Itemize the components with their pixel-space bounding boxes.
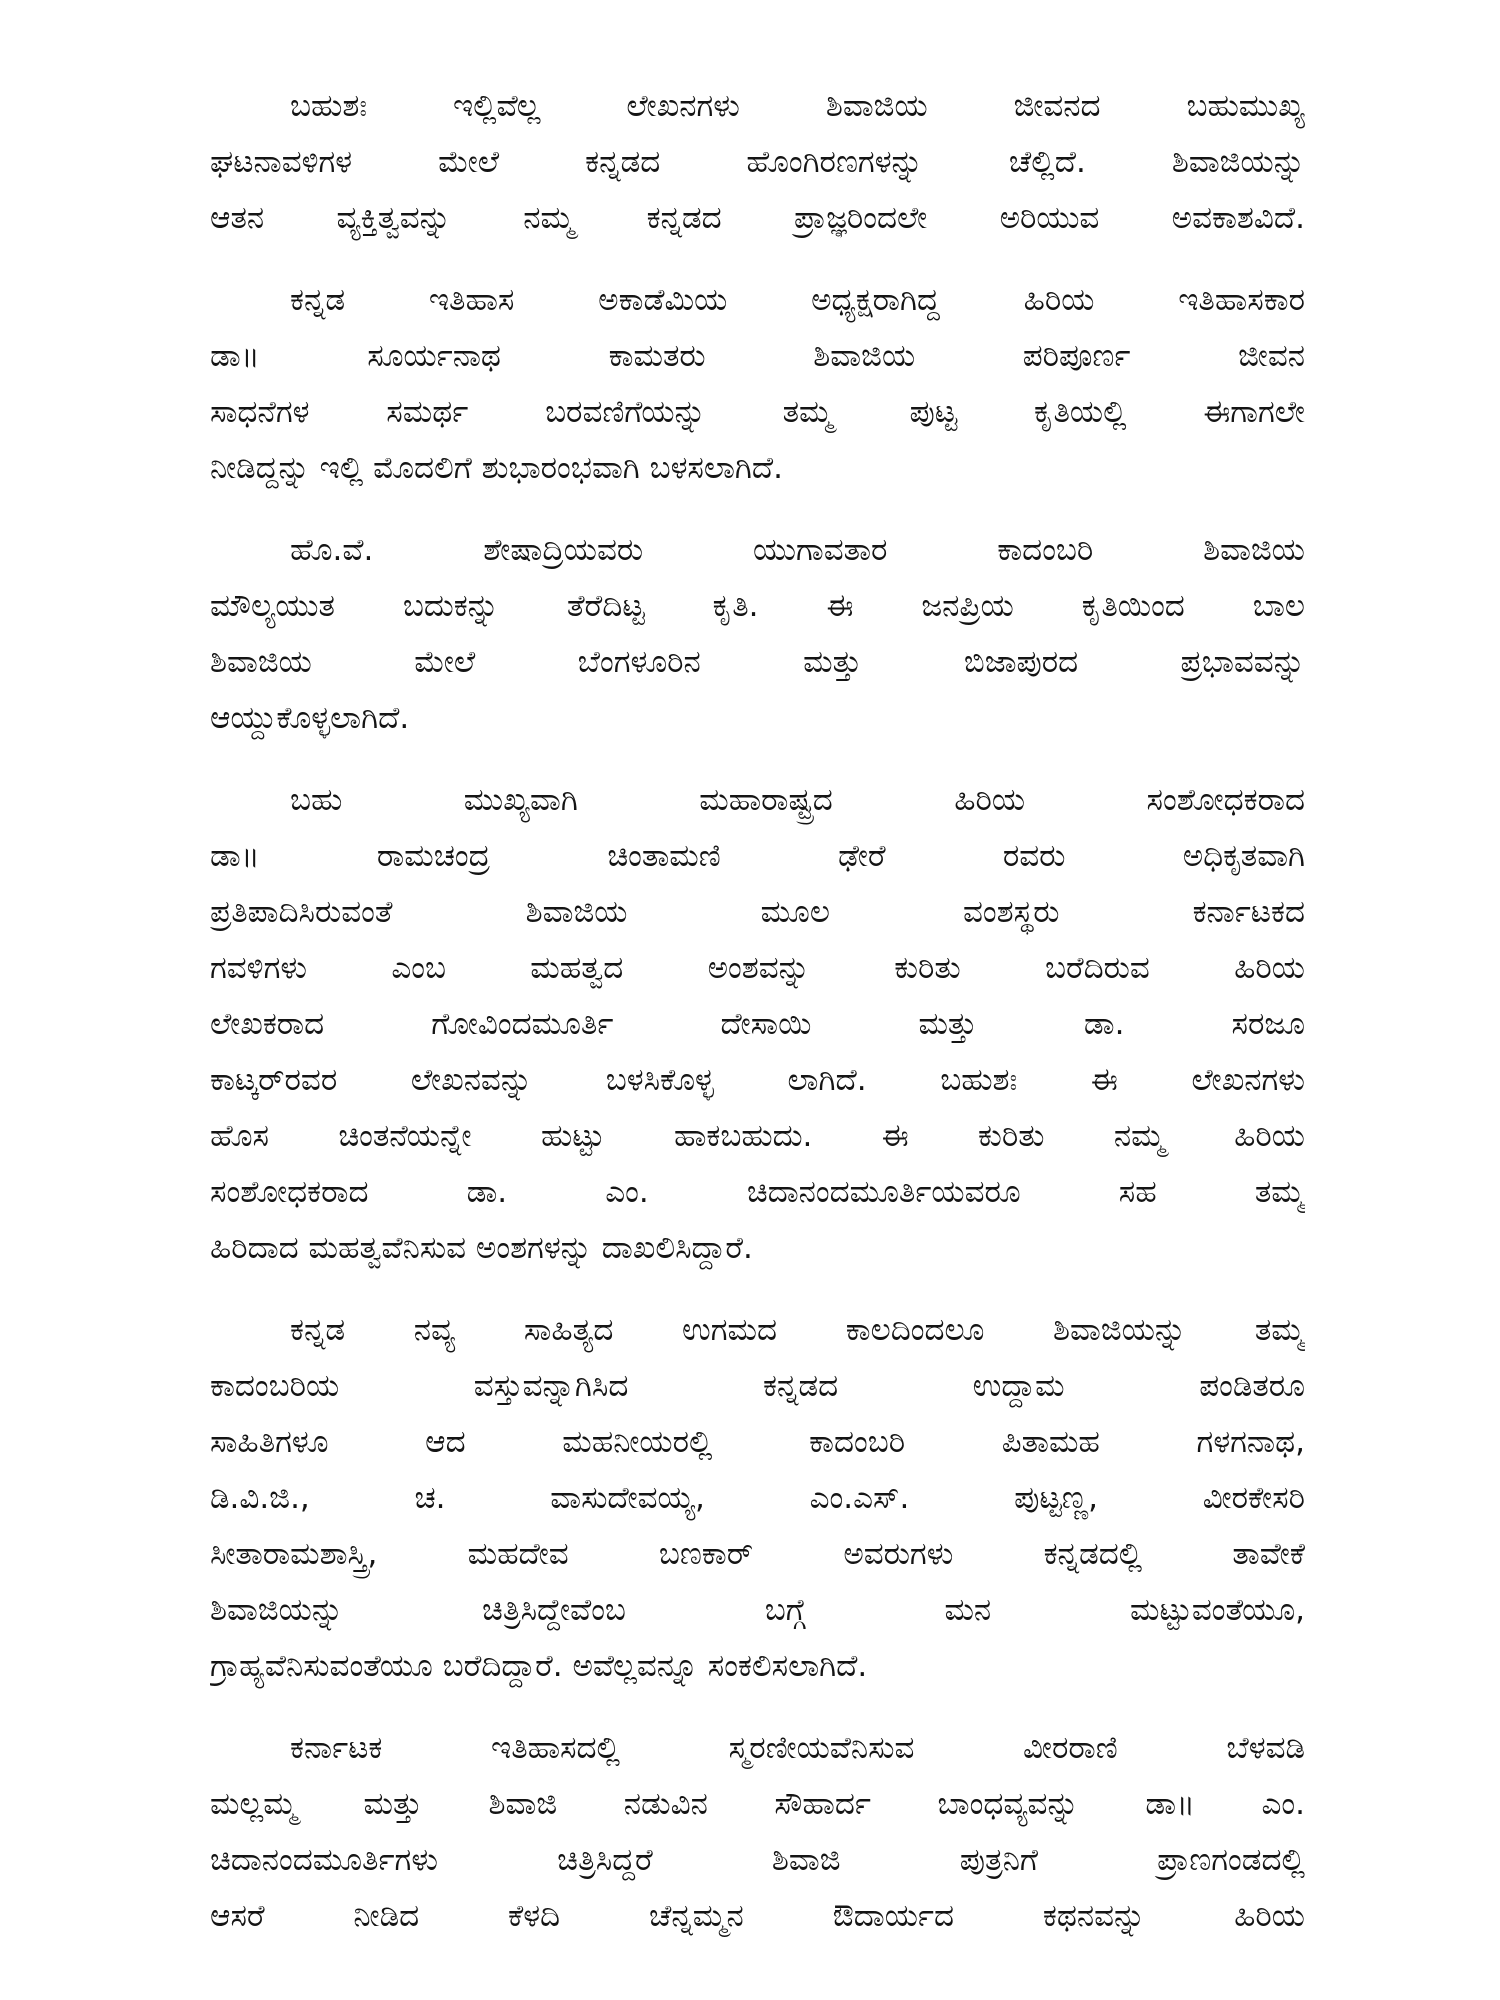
text-line: ಕಾದಂಬರಿಯ ವಸ್ತುವನ್ನಾಗಿಸಿದ ಕನ್ನಡದ ಉದ್ದಾಮ ಪಂಡಿತರೂ: [210, 1368, 1305, 1404]
paragraph-6: [210, 1720, 1305, 1944]
text-line: ಕನ್ನಡ ಇತಿಹಾಸ ಅಕಾಡೆಮಿಯ ಅಧ್ಯಕ್ಷರಾಗಿದ್ದ ಹಿರಿಯ ಇತಿಹಾಸಕಾರ: [290, 282, 1305, 318]
text-line: ಕಾಟ್ಕರ್‌ರವರ ಲೇಖನವನ್ನು ಬಳಸಿಕೊಳ್ಳ ಲಾಗಿದೆ. ಬಹುಶಃ ಈ ಲೇಖನಗಳು: [210, 1062, 1305, 1098]
text-line: ಶಿವಾಜಿಯನ್ನು ಚಿತ್ರಿಸಿದ್ದೇವೆಂಬ ಬಗ್ಗೆ ಮನ ಮಟ್ಟುವಂತೆಯೂ,: [210, 1592, 1305, 1628]
text-line: ಡಾ॥ ರಾಮಚಂದ್ರ ಚಿಂತಾಮಣಿ ಢೇರೆ ರವರು ಅಧಿಕೃತವಾಗಿ: [210, 838, 1305, 874]
text-line: ಬಹುಶಃ ಇಲ್ಲಿವೆಲ್ಲ ಲೇಖನಗಳು ಶಿವಾಜಿಯ ಜೀವನದ ಬಹುಮುಖ್ಯ: [290, 88, 1305, 124]
text-line: ಆಸರೆ ನೀಡಿದ ಕೆಳದಿ ಚೆನ್ನಮ್ಮನ ಔದಾರ್ಯದ ಕಥನವನ್ನು ಹಿರಿಯ: [210, 1898, 1305, 1934]
text-line: ಘಟನಾವಳಿಗಳ ಮೇಲೆ ಕನ್ನಡದ ಹೊಂಗಿರಣಗಳನ್ನು ಚೆಲ್ಲಿದೆ. ಶಿವಾಜಿಯನ್ನು: [210, 144, 1305, 180]
text-line: ಮೌಲ್ಯಯುತ ಬದುಕನ್ನು ತೆರೆದಿಟ್ಟ ಕೃತಿ. ಈ ಜನಪ್ರಿಯ ಕೃತಿಯಿಂದ ಬಾಲ: [210, 588, 1305, 624]
paragraph-2: [210, 272, 1305, 496]
text-line: ಮಲ್ಲಮ್ಮ ಮತ್ತು ಶಿವಾಜಿ ನಡುವಿನ ಸೌಹಾರ್ದ ಬಾಂಧವ್ಯವನ್ನು ಡಾ॥ ಎಂ.: [210, 1786, 1305, 1822]
text-line: ಪ್ರತಿಪಾದಿಸಿರುವಂತೆ ಶಿವಾಜಿಯ ಮೂಲ ವಂಶಸ್ಥರು ಕರ್ನಾಟಕದ: [210, 894, 1305, 930]
text-line: ಕರ್ನಾಟಕ ಇತಿಹಾಸದಲ್ಲಿ ಸ್ಮರಣೀಯವೆನಿಸುವ ವೀರರಾಣಿ ಬೆಳವಡಿ: [290, 1730, 1305, 1766]
text-line: ಸೀತಾರಾಮಶಾಸ್ತ್ರಿ, ಮಹದೇವ ಬಣಕಾರ್ ಅವರುಗಳು ಕನ್ನಡದಲ್ಲಿ ತಾವೇಕೆ: [210, 1536, 1305, 1572]
text-line: ಸಾಹಿತಿಗಳೂ ಆದ ಮಹನೀಯರಲ್ಲಿ ಕಾದಂಬರಿ ಪಿತಾಮಹ ಗಳಗನಾಥ,: [210, 1424, 1305, 1460]
text-line: ಡಾ॥ ಸೂರ್ಯನಾಥ ಕಾಮತರು ಶಿವಾಜಿಯ ಪರಿಪೂರ್ಣ ಜೀವನ: [210, 338, 1305, 374]
text-line: ಲೇಖಕರಾದ ಗೋವಿಂದಮೂರ್ತಿ ದೇಸಾಯಿ ಮತ್ತು ಡಾ. ಸರಜೂ: [210, 1006, 1305, 1042]
text-line: ಹೊಸ ಚಿಂತನೆಯನ್ನೇ ಹುಟ್ಟು ಹಾಕಬಹುದು. ಈ ಕುರಿತು ನಮ್ಮ ಹಿರಿಯ: [210, 1118, 1305, 1154]
text-line: ಚಿದಾನಂದಮೂರ್ತಿಗಳು ಚಿತ್ರಿಸಿದ್ದರೆ ಶಿವಾಜಿ ಪುತ್ರನಿಗೆ ಪ್ರಾಣಗಂಡದಲ್ಲಿ: [210, 1842, 1305, 1878]
text-line: ಹಿರಿದಾದ ಮಹತ್ವವೆನಿಸುವ ಅಂಶಗಳನ್ನು ದಾಖಲಿಸಿದ್ದಾರೆ.: [210, 1230, 753, 1266]
text-line: ನೀಡಿದ್ದನ್ನು ಇಲ್ಲಿ ಮೊದಲಿಗೆ ಶುಭಾರಂಭವಾಗಿ ಬಳಸಲಾಗಿದೆ.: [210, 450, 783, 486]
paragraph-3: [210, 522, 1305, 746]
text-line: ಸಂಶೋಧಕರಾದ ಡಾ. ಎಂ. ಚಿದಾನಂದಮೂರ್ತಿಯವರೂ ಸಹ ತಮ್ಮ: [210, 1174, 1305, 1210]
body-text: [210, 78, 1305, 1970]
text-line: ಸಾಧನೆಗಳ ಸಮರ್ಥ ಬರವಣಿಗೆಯನ್ನು ತಮ್ಮ ಪುಟ್ಟ ಕೃತಿಯಲ್ಲಿ ಈಗಾಗಲೇ: [210, 394, 1305, 430]
paragraph-1: [210, 78, 1305, 246]
text-line: ಆತನ ವ್ಯಕ್ತಿತ್ವವನ್ನು ನಮ್ಮ ಕನ್ನಡದ ಪ್ರಾಜ್ಞರಿಂದಲೇ ಅರಿಯುವ ಅವಕಾಶವಿದೆ.: [210, 200, 1305, 236]
text-line: ಆಯ್ದುಕೊಳ್ಳಲಾಗಿದೆ.: [210, 700, 410, 736]
text-line: ಗವಳಿಗಳು ಎಂಬ ಮಹತ್ವದ ಅಂಶವನ್ನು ಕುರಿತು ಬರೆದಿರುವ ಹಿರಿಯ: [210, 950, 1305, 986]
text-line: ಡಿ.ವಿ.ಜಿ., ಚ. ವಾಸುದೇವಯ್ಯ, ಎಂ.ಎಸ್. ಪುಟ್ಟಣ್ಣ, ವೀರಕೇಸರಿ: [210, 1480, 1305, 1516]
paragraph-5: [210, 1302, 1305, 1694]
text-line: ಬಹು ಮುಖ್ಯವಾಗಿ ಮಹಾರಾಷ್ಟ್ರದ ಹಿರಿಯ ಸಂಶೋಧಕರಾದ: [290, 782, 1305, 818]
paragraph-4: [210, 772, 1305, 1276]
text-line: ಗ್ರಾಹ್ಯವೆನಿಸುವಂತೆಯೂ ಬರೆದಿದ್ದಾರೆ. ಅವೆಲ್ಲವನ್ನೂ ಸಂಕಲಿಸಲಾಗಿದೆ.: [210, 1648, 868, 1684]
text-line: ಹೊ.ವೆ. ಶೇಷಾದ್ರಿಯವರು ಯುಗಾವತಾರ ಕಾದಂಬರಿ ಶಿವಾಜಿಯ: [290, 532, 1305, 568]
text-line: ಶಿವಾಜಿಯ ಮೇಲೆ ಬೆಂಗಳೂರಿನ ಮತ್ತು ಬಿಜಾಪುರದ ಪ್ರಭಾವವನ್ನು: [210, 644, 1305, 680]
text-line: ಕನ್ನಡ ನವ್ಯ ಸಾಹಿತ್ಯದ ಉಗಮದ ಕಾಲದಿಂದಲೂ ಶಿವಾಜಿಯನ್ನು ತಮ್ಮ: [290, 1312, 1305, 1348]
